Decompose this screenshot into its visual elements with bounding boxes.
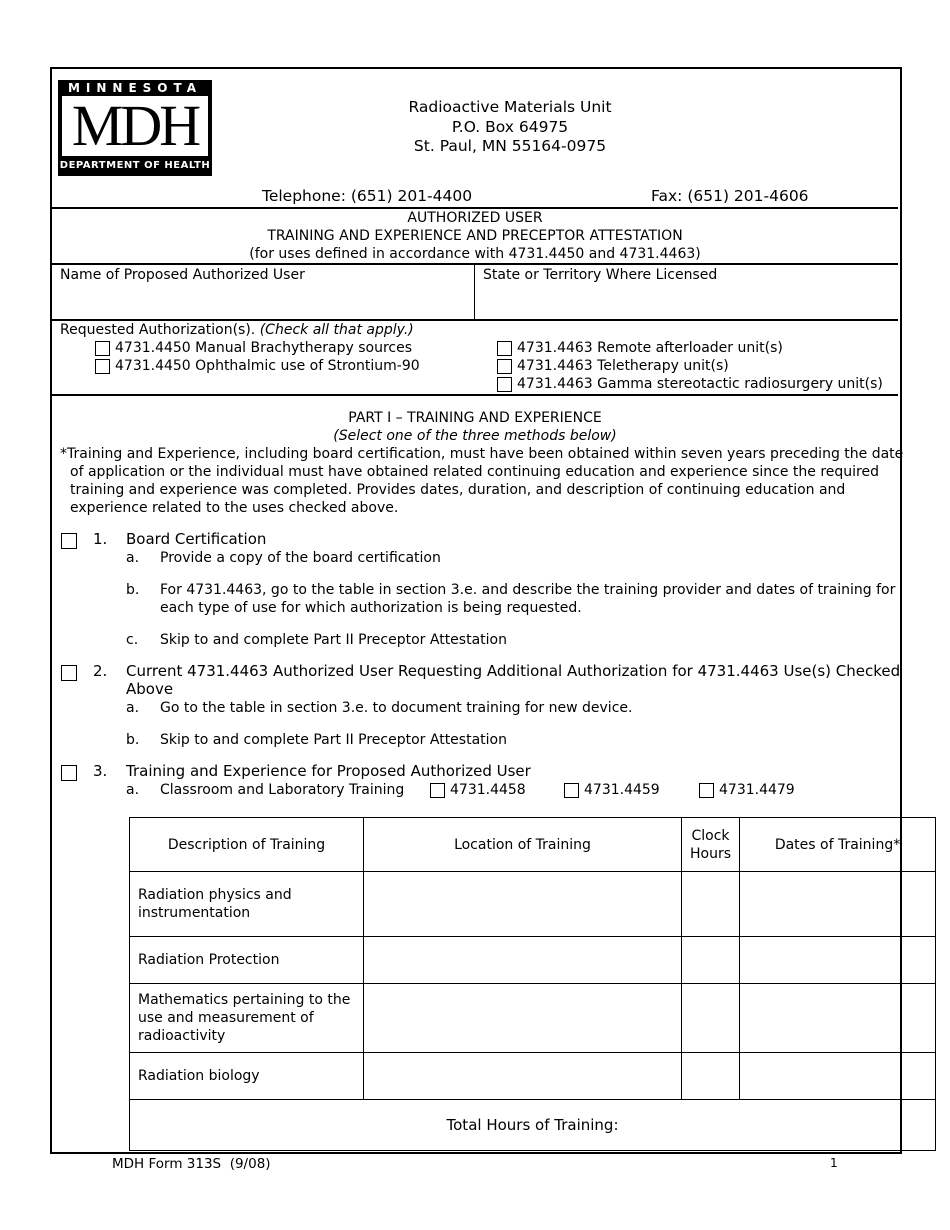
auth-ophthalmic-strontium: 4731.4450 Ophthalmic use of Strontium-90 — [115, 358, 420, 374]
logo-bottom-text: DEPARTMENT OF HEALTH — [59, 160, 211, 171]
table-header-row — [130, 818, 936, 872]
note-line-1: *Training and Experience, including board certification, must have been obtained within seven years preceding the date — [60, 446, 904, 462]
state-label: State or Territory Where Licensed — [483, 267, 718, 283]
fax: Fax: (651) 201-4606 — [651, 187, 809, 205]
table-row — [130, 984, 936, 1053]
method-1-number: 1. — [93, 530, 108, 548]
title-line-3: (for uses defined in accordance with 4731.4450 and 4731.4463) — [249, 246, 701, 262]
name-label: Name of Proposed Authorized User — [60, 267, 305, 283]
telephone: Telephone: (651) 201-4400 — [262, 187, 473, 205]
auth-teletherapy: 4731.4463 Teletherapy unit(s) — [517, 358, 729, 374]
auth-gamma-stereotactic: 4731.4463 Gamma stereotactic radiosurgery unit(s) — [517, 376, 883, 392]
row-description: Radiation Protection — [130, 937, 364, 984]
checkbox-gamma-stereotactic[interactable] — [497, 377, 512, 392]
part1-title: PART I – TRAINING AND EXPERIENCE — [348, 410, 602, 426]
method-1-a-letter: a. — [126, 550, 140, 566]
method-1-a: Provide a copy of the board certification — [160, 550, 441, 566]
header-location: Location of Training — [364, 818, 682, 872]
option-4731-4459: 4731.4459 — [584, 782, 660, 798]
authorizations-label: Requested Authorization(s). — [60, 322, 256, 338]
training-table — [129, 817, 936, 1151]
total-hours-label: Total Hours of Training: — [130, 1100, 936, 1151]
option-4731-4458: 4731.4458 — [450, 782, 526, 798]
checkbox-method-2[interactable] — [61, 665, 77, 681]
method-1-b-line-1: For 4731.4463, go to the table in section 3.e. and describe the training provider and dates of training for — [160, 582, 896, 598]
method-2-title-line-2: Above — [126, 680, 174, 698]
state-field[interactable] — [483, 286, 893, 316]
row-hours-cell[interactable] — [682, 937, 740, 984]
method-1-c-letter: c. — [126, 632, 139, 648]
form-number: MDH Form 313S (9/08) — [112, 1156, 271, 1172]
header-clock-hours: Clock Hours — [682, 818, 740, 872]
method-1-title: Board Certification — [126, 530, 267, 548]
checkbox-method-1[interactable] — [61, 533, 77, 549]
row-location-cell[interactable] — [364, 937, 682, 984]
part1-subtitle: (Select one of the three methods below) — [333, 428, 617, 444]
table-row — [130, 937, 936, 984]
checkbox-remote-afterloader[interactable] — [497, 341, 512, 356]
table-row — [130, 1053, 936, 1100]
row-description: Radiation physics and instrumentation — [130, 872, 364, 937]
method-2-b: Skip to and complete Part II Preceptor Attestation — [160, 732, 507, 748]
method-2-number: 2. — [93, 662, 108, 680]
method-2-b-letter: b. — [126, 732, 140, 748]
row-location-cell[interactable] — [364, 872, 682, 937]
auth-manual-brachytherapy: 4731.4450 Manual Brachytherapy sources — [115, 340, 412, 356]
name-field[interactable] — [60, 286, 470, 316]
note-line-2: of application or the individual must have obtained related continuing education and experience since the required — [70, 464, 879, 480]
po-box: P.O. Box 64975 — [451, 117, 569, 136]
method-3-a: Classroom and Laboratory Training — [160, 782, 405, 798]
mdh-logo — [58, 80, 212, 176]
note-line-3: training and experience was completed. Provides dates, duration, and description of continuing education and — [70, 482, 846, 498]
authorizations-hint: (Check all that apply.) — [259, 322, 414, 338]
row-dates-cell[interactable] — [740, 1053, 936, 1100]
row-location-cell[interactable] — [364, 984, 682, 1053]
table-row — [130, 872, 936, 937]
header-dates: Dates of Training* — [740, 818, 936, 872]
row-hours-cell[interactable] — [682, 984, 740, 1053]
title-line-1: AUTHORIZED USER — [407, 210, 543, 226]
checkbox-4731-4459[interactable] — [564, 783, 579, 798]
option-4731-4479: 4731.4479 — [719, 782, 795, 798]
row-hours-cell[interactable] — [682, 872, 740, 937]
method-3-a-letter: a. — [126, 782, 140, 798]
note-line-4: experience related to the uses checked above. — [70, 500, 399, 516]
header-description: Description of Training — [130, 818, 364, 872]
title-line-2: TRAINING AND EXPERIENCE AND PRECEPTOR ATTESTATION — [267, 228, 683, 244]
method-1-b-line-2: each type of use for which authorization is being requested. — [160, 600, 582, 616]
checkbox-manual-brachytherapy[interactable] — [95, 341, 110, 356]
row-dates-cell[interactable] — [740, 872, 936, 937]
city-address: St. Paul, MN 55164-0975 — [413, 137, 607, 155]
method-1-b-letter: b. — [126, 582, 140, 598]
row-hours-cell[interactable] — [682, 1053, 740, 1100]
logo-top-text: MINNESOTA — [67, 81, 203, 95]
method-3-number: 3. — [93, 762, 108, 780]
table-total-row — [130, 1100, 936, 1151]
method-2-a: Go to the table in section 3.e. to document training for new device. — [160, 700, 633, 716]
row-description: Radiation biology — [130, 1053, 364, 1100]
row-dates-cell[interactable] — [740, 984, 936, 1053]
row-location-cell[interactable] — [364, 1053, 682, 1100]
page-number: 1 — [830, 1156, 838, 1170]
row-description: Mathematics pertaining to the use and measurement of radioactivity — [130, 984, 364, 1053]
unit-name: Radioactive Materials Unit — [408, 98, 612, 116]
auth-remote-afterloader: 4731.4463 Remote afterloader unit(s) — [517, 340, 783, 356]
method-3-title: Training and Experience for Proposed Authorized User — [126, 762, 531, 780]
checkbox-ophthalmic-strontium[interactable] — [95, 359, 110, 374]
method-2-a-letter: a. — [126, 700, 140, 716]
checkbox-4731-4479[interactable] — [699, 783, 714, 798]
checkbox-method-3[interactable] — [61, 765, 77, 781]
method-2-title-line-1: Current 4731.4463 Authorized User Requesting Additional Authorization for 4731.4463 Use(s) Checked — [126, 662, 901, 680]
method-1-c: Skip to and complete Part II Preceptor Attestation — [160, 632, 507, 648]
checkbox-teletherapy[interactable] — [497, 359, 512, 374]
checkbox-4731-4458[interactable] — [430, 783, 445, 798]
row-dates-cell[interactable] — [740, 937, 936, 984]
logo-main-text: MDH — [71, 93, 199, 158]
